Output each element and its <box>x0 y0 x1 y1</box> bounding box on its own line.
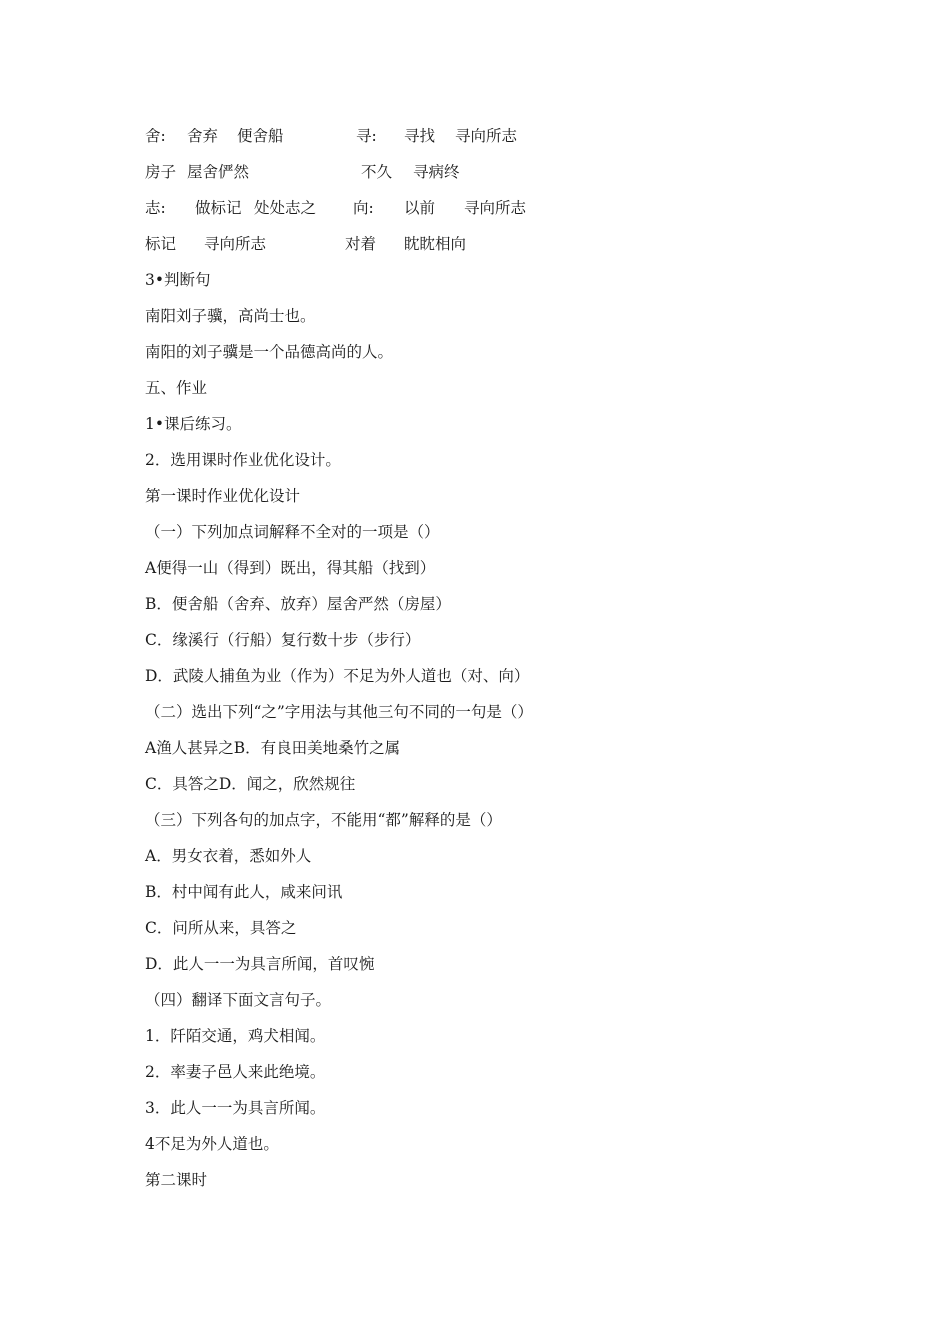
option-c: C．缘溪行（行船）复行数十步（步行） <box>145 631 421 649</box>
example-sentence: 南阳刘子骥，高尚士也。 <box>145 307 316 325</box>
vocab-meaning: 寻找 <box>404 127 436 145</box>
translation-item: 2．率妻子邑人来此绝境。 <box>145 1063 326 1081</box>
option-a-b: A渔人甚异之B．有良田美地桑竹之属 <box>145 739 401 757</box>
vocab-example: 寻向所志 <box>204 235 267 253</box>
option-d: D．武陵人捕鱼为业（作为）不足为外人道也（对、向） <box>145 667 530 685</box>
option-d: D．此人一一为具言所闻，首叹惋 <box>145 955 375 973</box>
section-heading-homework: 五、作业 <box>145 379 208 397</box>
vocab-term: 志: <box>145 199 166 217</box>
option-c-d: C．具答之D．闻之，欣然规往 <box>145 775 356 793</box>
vocab-example: 眈眈相向 <box>404 235 467 253</box>
option-c: C．问所从来，具答之 <box>145 919 297 937</box>
translation-item: 4不足为外人道也。 <box>145 1135 279 1153</box>
vocab-example: 便舍船 <box>237 127 284 145</box>
question-1: （一）下列加点词解释不全对的一项是（） <box>145 523 440 541</box>
homework-item: 1•课后练习。 <box>145 415 242 433</box>
question-3: （三）下列各句的加点字，不能用“都”解释的是（） <box>145 811 502 829</box>
vocab-meaning: 做标记 <box>195 199 242 217</box>
vocab-example: 寻向所志 <box>455 127 518 145</box>
vocab-term: 舍: <box>145 127 166 145</box>
homework-item: 2．选用课时作业优化设计。 <box>145 451 341 469</box>
section-heading-second-lesson: 第二课时 <box>145 1171 208 1189</box>
section-heading-judgment-sentence: 3•判断句 <box>145 271 211 289</box>
vocab-example: 屋舍俨然 <box>187 163 250 181</box>
exercise-heading: 第一课时作业优化设计 <box>145 487 301 505</box>
question-2: （二）选出下列“之”字用法与其他三句不同的一句是（） <box>145 703 533 721</box>
question-4: （四）翻译下面文言句子。 <box>145 991 332 1009</box>
translation-item: 3．此人一一为具言所闻。 <box>145 1099 326 1117</box>
translation-sentence: 南阳的刘子骥是一个品德高尚的人。 <box>145 343 394 361</box>
vocab-term: 寻: <box>356 127 377 145</box>
vocab-example: 处处志之 <box>254 199 317 217</box>
vocab-meaning: 舍弃 <box>187 127 219 145</box>
vocab-meaning: 标记 <box>145 235 177 253</box>
translation-item: 1．阡陌交通，鸡犬相闻。 <box>145 1027 326 1045</box>
vocab-meaning: 对着 <box>345 235 377 253</box>
option-a: A．男女衣着，悉如外人 <box>145 847 312 865</box>
vocab-meaning: 房子 <box>145 163 177 181</box>
vocab-term: 向: <box>353 199 374 217</box>
option-b: B．便舍船（舍弃、放弃）屋舍严然（房屋） <box>145 595 451 613</box>
vocab-meaning: 以前 <box>404 199 436 217</box>
vocab-example: 寻向所志 <box>464 199 527 217</box>
option-b: B．村中闻有此人，咸来问讯 <box>145 883 343 901</box>
option-a: A便得一山（得到）既出，得其船（找到） <box>145 559 436 577</box>
vocab-meaning: 不久 <box>361 163 393 181</box>
vocab-example: 寻病终 <box>413 163 460 181</box>
